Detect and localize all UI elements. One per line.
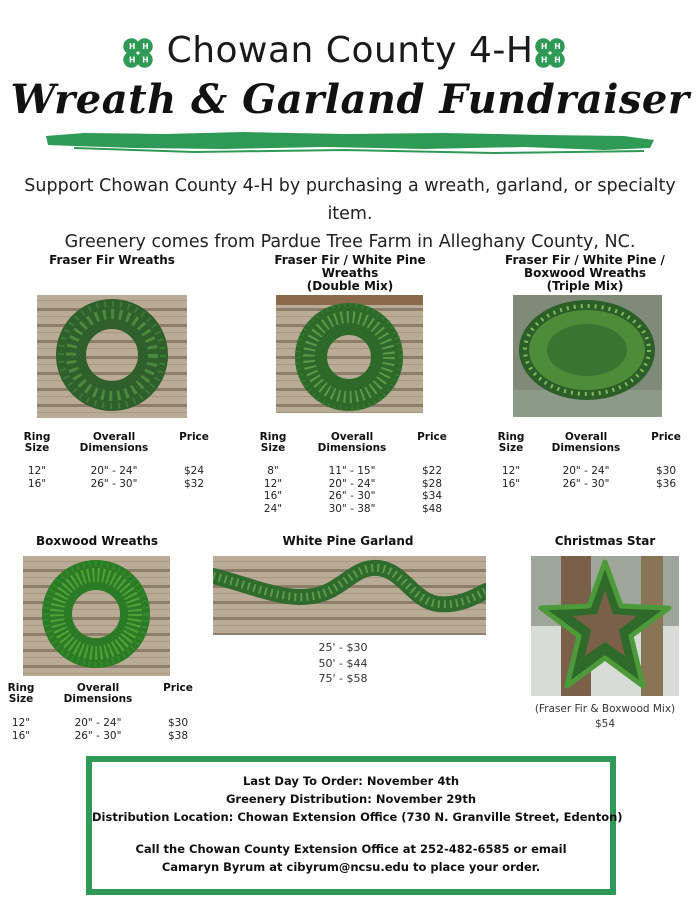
brush-stroke-divider [44, 128, 656, 158]
intro-text [0, 172, 700, 256]
boxwood-wreath-photo [23, 556, 170, 676]
triple-ring-sizes: 12" 16" [501, 465, 521, 490]
triple-mix-wreath-title: Fraser Fir / White Pine / Boxwood Wreaths (Triple Mix) [505, 253, 665, 293]
double-mix-wreath-title: Fraser Fir / White Pine Wreaths (Double Mix) [274, 253, 426, 293]
page-title: Chowan County 4-H [166, 30, 534, 71]
overall-dimensions-header: Overall Dimensions [551, 431, 621, 454]
overall-dimensions-header: Overall Dimensions [79, 431, 149, 454]
fraser-dimensions: 20" - 24" 26" - 30" [90, 465, 138, 490]
price-header: Price [651, 431, 681, 443]
contact-line-2: Camaryn Byrum at cibyrum@ncsu.edu to place your order. [161, 860, 541, 874]
boxwood-wreath-title: Boxwood Wreaths [35, 534, 159, 548]
garland-title: White Pine Garland [282, 534, 414, 548]
double-prices: $22 $28 $34 $48 [421, 465, 443, 515]
triple-prices: $30 $36 [655, 465, 677, 490]
intro-line-2: Greenery comes from Pardue Tree Farm in Alleghany County, NC. [64, 232, 636, 252]
distribution-date: Greenery Distribution: November 29th [225, 792, 477, 806]
price-header: Price [163, 682, 193, 694]
christmas-star-photo [531, 556, 679, 696]
ring-size-header: Ring Size [497, 431, 525, 454]
fraser-wreath-title: Fraser Fir Wreaths [49, 253, 175, 267]
fraser-prices: $24 $32 [183, 465, 205, 490]
christmas-star-caption: (Fraser Fir & Boxwood Mix) $54 [530, 702, 680, 732]
double-ring-sizes: 8" 12" 16" 24" [263, 465, 283, 515]
boxwood-ring-sizes: 12" 16" [11, 717, 31, 742]
christmas-star-title: Christmas Star [554, 534, 656, 548]
page-subtitle: Wreath & Garland Fundraiser [10, 76, 690, 123]
fraser-wreath-photo [37, 295, 187, 418]
price-header: Price [417, 431, 447, 443]
last-day-to-order: Last Day To Order: November 4th [242, 774, 460, 788]
fraser-ring-sizes: 12" 16" [27, 465, 47, 490]
ring-size-header: Ring Size [23, 431, 51, 454]
triple-dimensions: 20" - 24" 26" - 30" [562, 465, 610, 490]
garland-prices: 25' - $30 50' - $44 75' - $58 [318, 641, 368, 685]
triple-mix-wreath-photo [513, 295, 662, 417]
christmas-star-price: $54 [594, 718, 616, 730]
intro-line-1: Support Chowan County 4-H by purchasing a wreath, garland, or specialty item. [24, 176, 676, 224]
double-mix-wreath-photo [276, 295, 423, 413]
boxwood-dimensions: 20" - 24" 26" - 30" [74, 717, 122, 742]
garland-photo [213, 556, 486, 635]
ring-size-header: Ring Size [7, 682, 35, 705]
double-dimensions: 11" - 15" 20" - 24" 26" - 30" 30" - 38" [328, 465, 376, 515]
distribution-location: Distribution Location: Chowan Extension Office (730 N. Granville Street, Edenton) [92, 810, 623, 824]
contact-line-1: Call the Chowan County Extension Office at 252-482-6585 or email [135, 842, 567, 856]
ring-size-header: Ring Size [259, 431, 287, 454]
overall-dimensions-header: Overall Dimensions [317, 431, 387, 454]
boxwood-prices: $30 $38 [167, 717, 189, 742]
overall-dimensions-header: Overall Dimensions [63, 682, 133, 705]
order-info-box [86, 756, 623, 895]
price-header: Price [179, 431, 209, 443]
